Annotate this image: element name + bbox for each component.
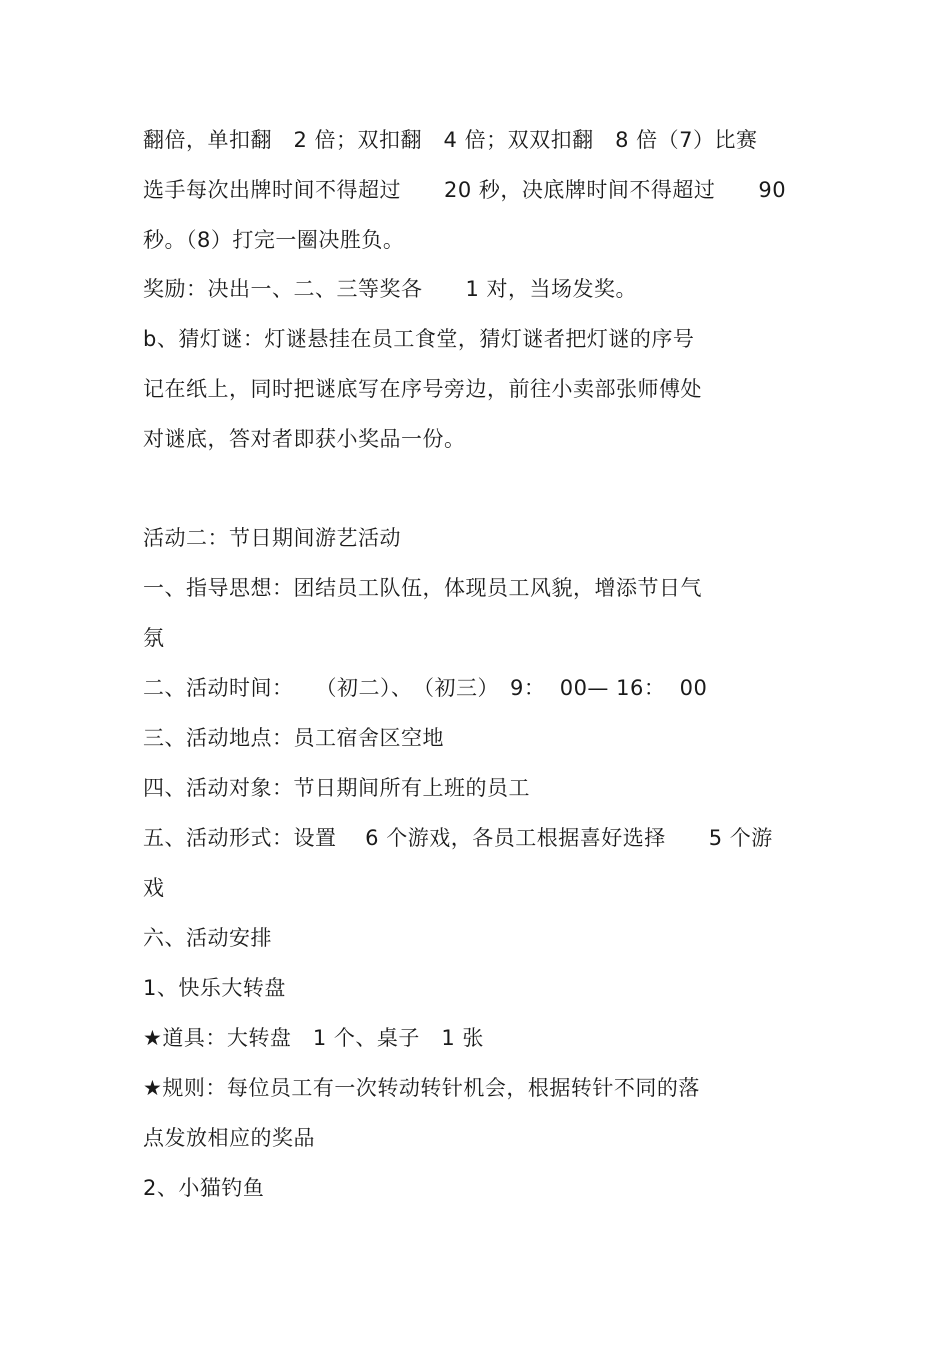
list-item: ★规则：每位员工有一次转动转针机会，根据转针不同的落 xyxy=(143,1076,700,1100)
list-item: 2、小猫钓鱼 xyxy=(143,1176,265,1200)
text-line: 戏 xyxy=(143,876,165,900)
section-heading: 活动二：节日期间游艺活动 xyxy=(143,526,401,550)
text-line: 记在纸上，同时把谜底写在序号旁边，前往小卖部张师傅处 xyxy=(143,377,702,401)
text-line: 五、活动形式：设置 6 个游戏，各员工根据喜好选择 5 个游 xyxy=(143,826,773,850)
text-line: 氛 xyxy=(143,626,165,650)
text-line: b、猜灯谜：灯谜悬挂在员工食堂，猜灯谜者把灯谜的序号 xyxy=(143,327,695,351)
text-line: 二、活动时间： （初二）、 （初三） 9： 00— 16： 00 xyxy=(143,676,708,700)
list-item: 1、快乐大转盘 xyxy=(143,976,286,1000)
text-line: 点发放相应的奖品 xyxy=(143,1126,315,1150)
text-line: 一、指导思想：团结员工队伍，体现员工风貌，增添节日气 xyxy=(143,576,702,600)
text-line: 翻倍，单扣翻 2 倍；双扣翻 4 倍；双双扣翻 8 倍（7）比赛 xyxy=(143,128,758,152)
text-line: 四、活动对象：节日期间所有上班的员工 xyxy=(143,776,530,800)
text-line: 秒。（8）打完一圈决胜负。 xyxy=(143,228,405,252)
text-line: 六、活动安排 xyxy=(143,926,272,950)
text-line: 奖励：决出一、二、三等奖各 1 对，当场发奖。 xyxy=(143,277,638,301)
text-line: 三、活动地点：员工宿舍区空地 xyxy=(143,726,444,750)
list-item: ★道具：大转盘 1 个、桌子 1 张 xyxy=(143,1026,484,1050)
text-line: 选手每次出牌时间不得超过 20 秒，决底牌时间不得超过 90 xyxy=(143,178,787,202)
text-line: 对谜底，答对者即获小奖品一份。 xyxy=(143,427,466,451)
